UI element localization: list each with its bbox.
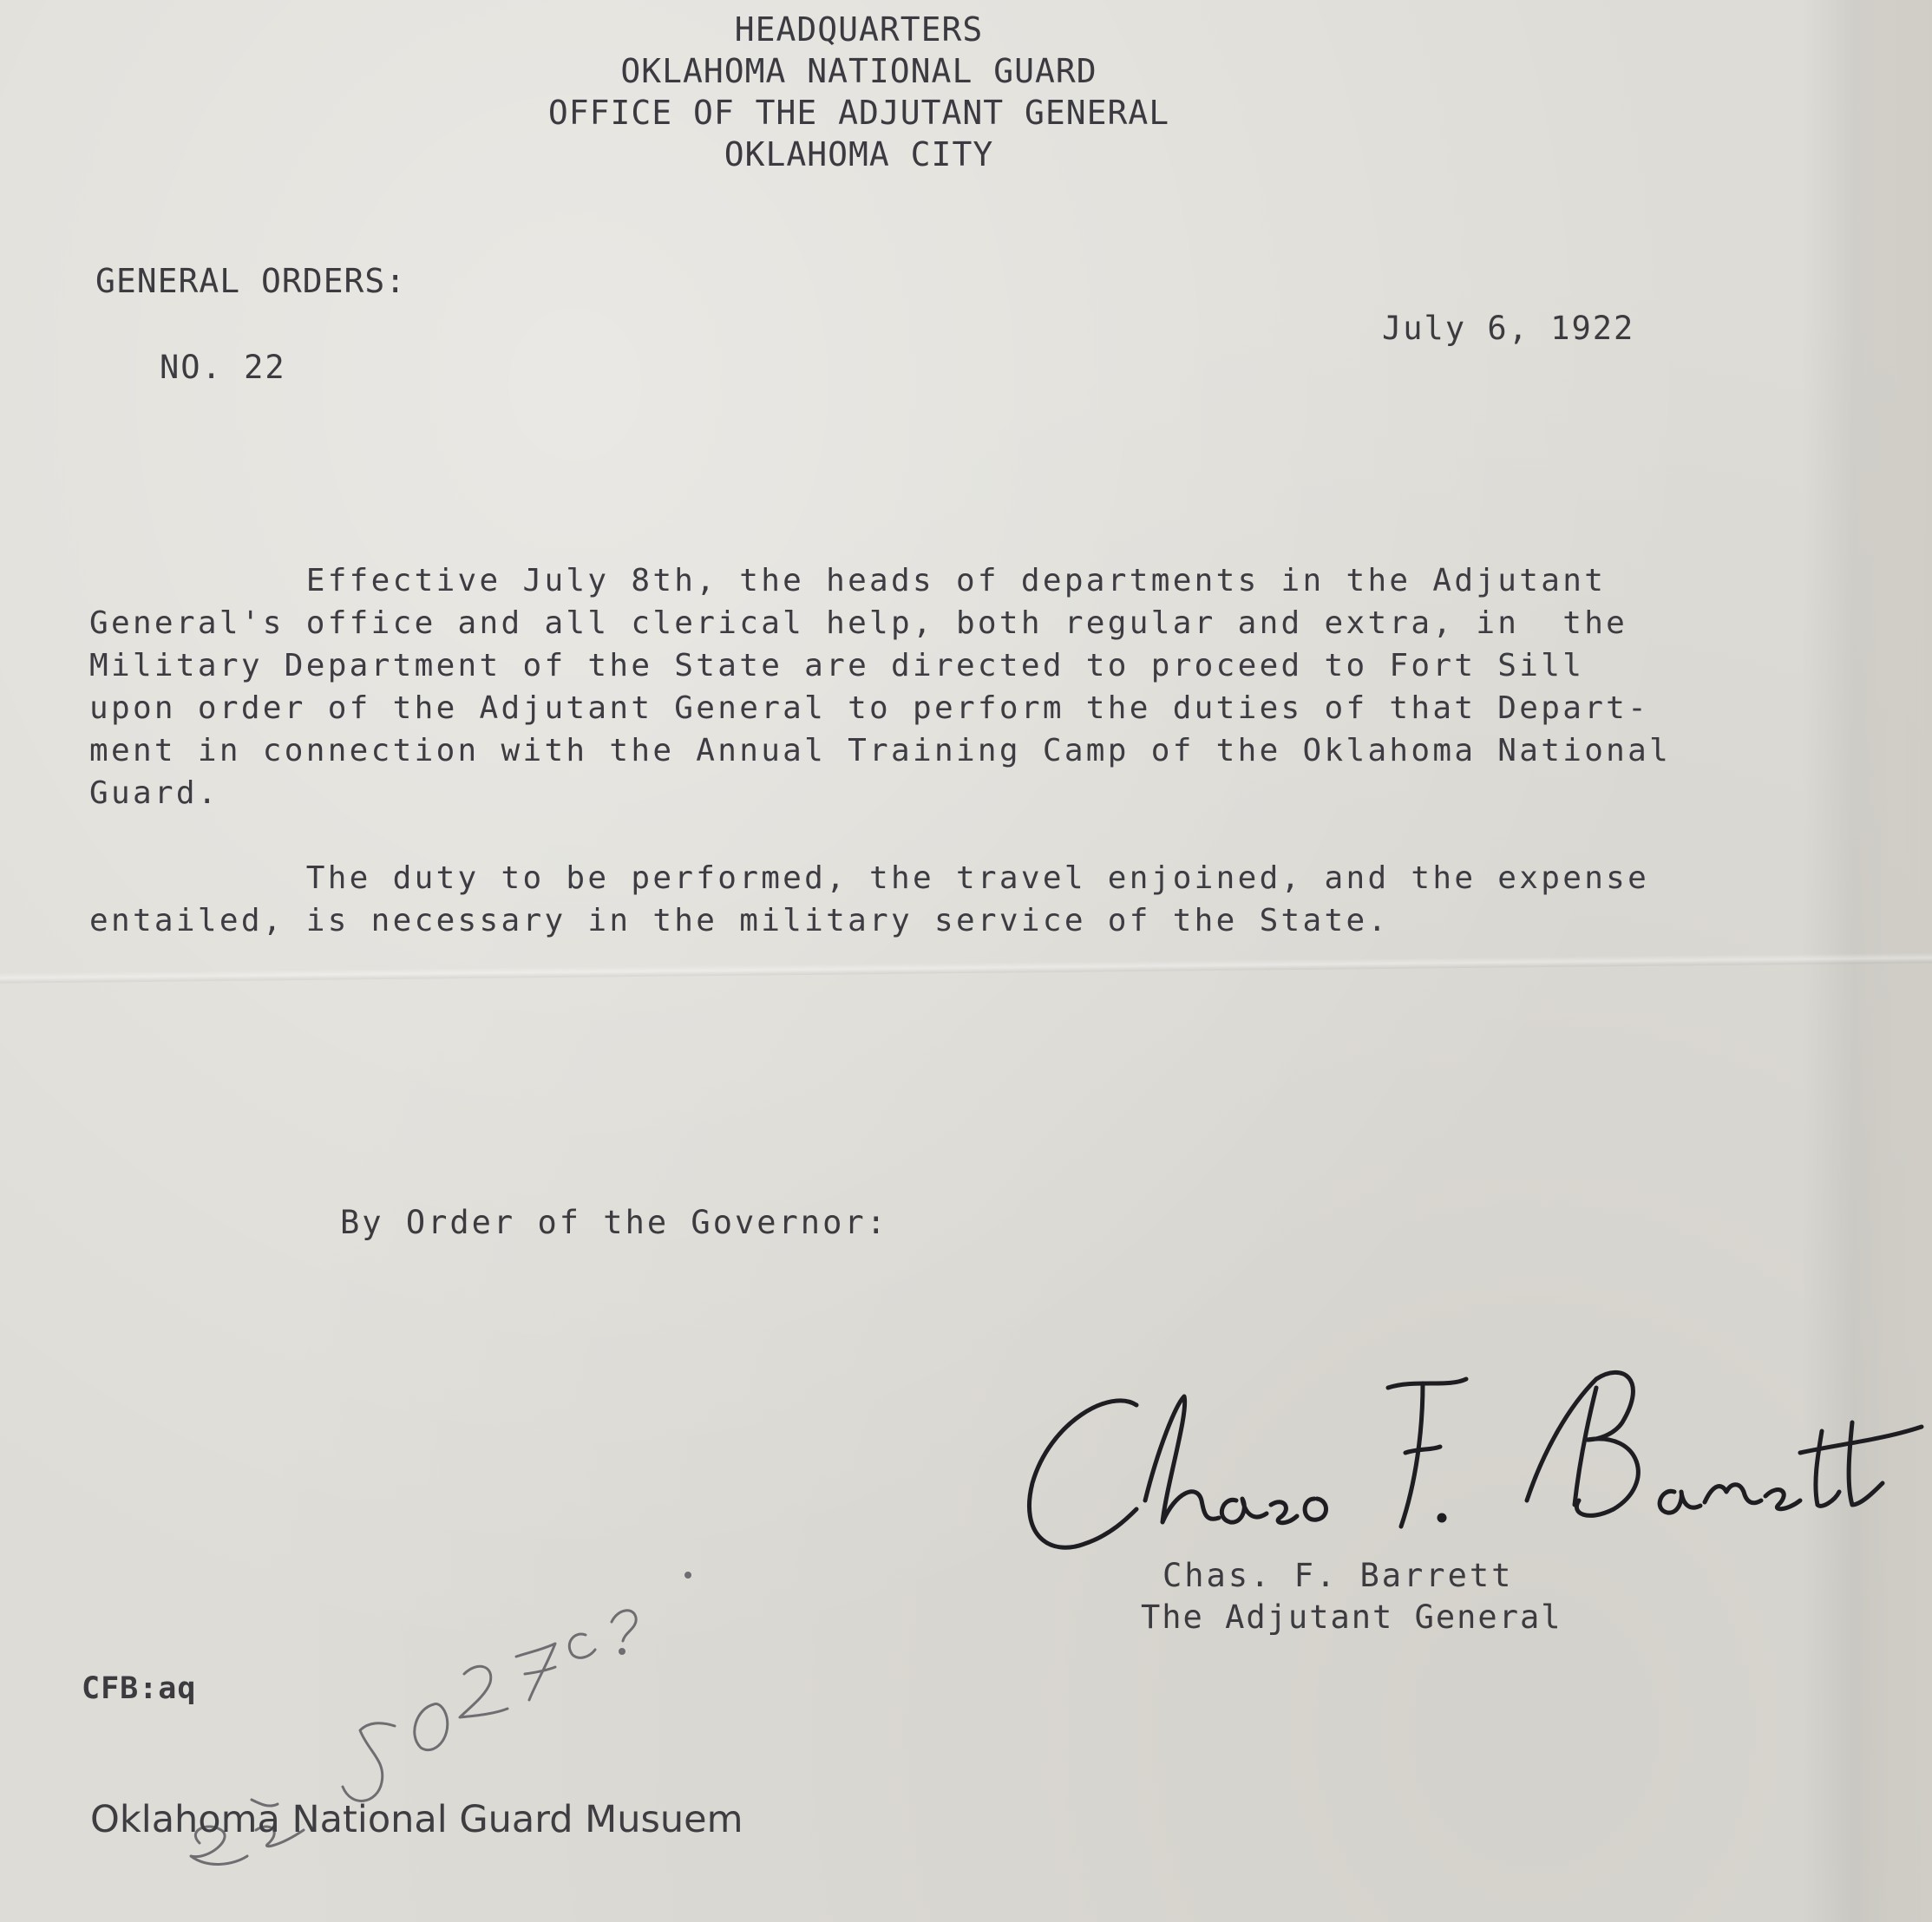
letterhead-organization: OKLAHOMA NATIONAL GUARD bbox=[620, 52, 1097, 90]
paragraph-line: General's office and all clerical help, both regular and extra, in the bbox=[89, 605, 1628, 641]
order-number: NO. 22 bbox=[160, 349, 286, 386]
paragraph-line: Military Department of the State are directed to proceed to Fort Sill bbox=[89, 648, 1585, 683]
signer-name: Chas. F. Barrett bbox=[1162, 1557, 1514, 1594]
reference-initials: CFB:aq bbox=[82, 1671, 197, 1706]
paragraph-line: Guard. bbox=[89, 775, 219, 811]
paragraph-line: Effective July 8th, the heads of departments in the Adjutant bbox=[89, 563, 1607, 598]
letterhead-office: OFFICE OF THE ADJUTANT GENERAL bbox=[547, 94, 1170, 132]
handwritten-signature bbox=[1015, 1353, 1926, 1579]
body-paragraph-2 bbox=[89, 857, 1668, 942]
signer-title: The Adjutant General bbox=[1141, 1598, 1562, 1636]
paragraph-line: ment in connection with the Annual Training Camp of the Oklahoma National bbox=[89, 733, 1672, 768]
pencil-annotation bbox=[174, 1544, 729, 1908]
paragraph-line: The duty to be performed, the travel enjoined, and the expense bbox=[89, 860, 1650, 896]
paragraph-line: upon order of the Adjutant General to perform the duties of that Depart- bbox=[89, 690, 1650, 726]
letterhead bbox=[451, 9, 1267, 175]
paragraph-line: entailed, is necessary in the military service of the State. bbox=[89, 903, 1390, 938]
authority-line: By Order of the Governor: bbox=[340, 1204, 888, 1241]
general-orders-heading: GENERAL ORDERS: bbox=[95, 262, 407, 300]
letterhead-headquarters: HEADQUARTERS bbox=[734, 10, 984, 49]
body-paragraph-1 bbox=[89, 559, 1672, 814]
watermark-caption: Oklahoma National Guard Musuem bbox=[90, 1798, 743, 1841]
order-date: July 6, 1922 bbox=[1382, 310, 1635, 347]
letterhead-city: OKLAHOMA CITY bbox=[724, 135, 994, 173]
